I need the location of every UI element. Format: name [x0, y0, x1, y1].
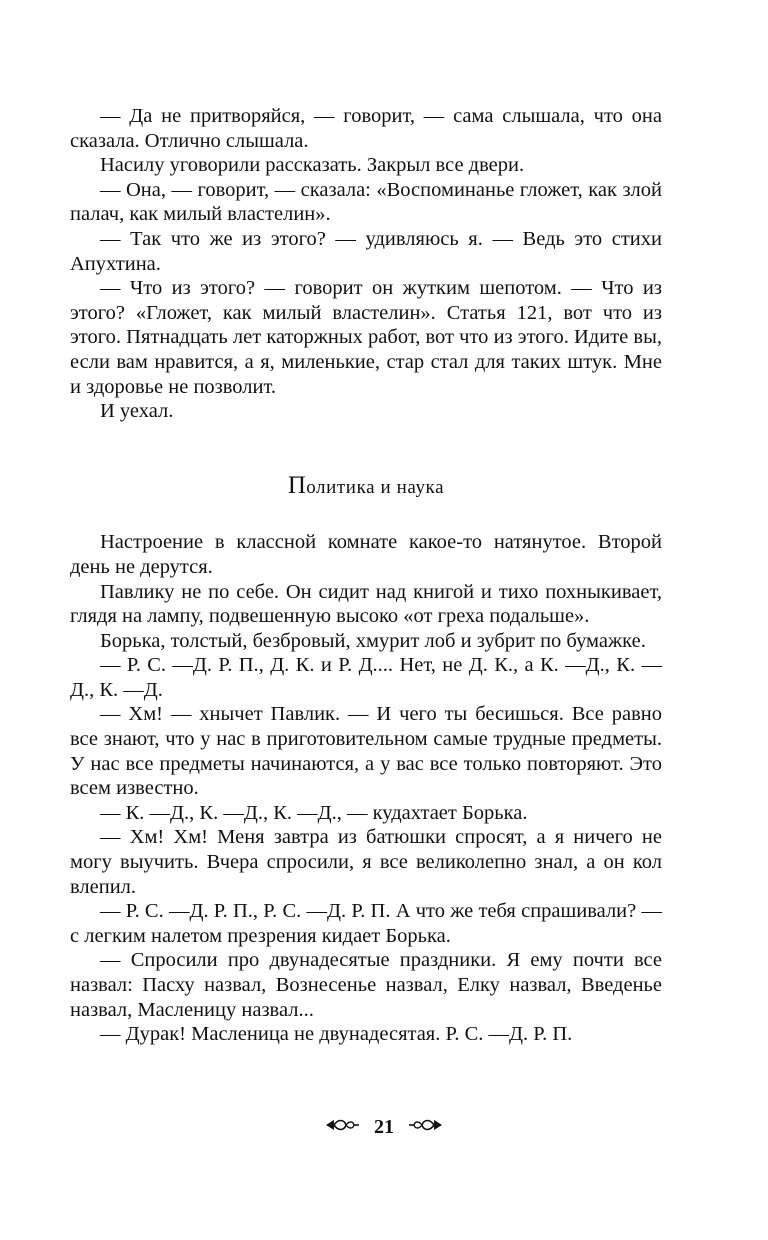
- paragraph: — Р. С. —Д. Р. П., Д. К. и Р. Д.... Нет, не Д. К., а К. —Д., К. —Д., К. —Д.: [70, 654, 662, 701]
- page-body: [70, 104, 662, 1047]
- section-title-rest: олитика и наука: [306, 476, 445, 498]
- paragraph: — Спросили про двунадесятые праздники. Я ему почти все назвал: Пасху назвал, Вознесенье назвал, Елку назвал, Введенье назвал, Масленицу назвал...: [70, 949, 662, 1021]
- page-folio: [0, 1115, 768, 1139]
- paragraph: — Дурак! Масленица не двунадесятая. Р. С. —Д. Р. П.: [100, 1023, 573, 1046]
- paragraph: — К. —Д., К. —Д., К. —Д., — кудахтает Борька.: [100, 801, 528, 824]
- paragraph: — Хм! — хнычет Павлик. — И чего ты бесишься. Все равно все знают, что у нас в приготовительном самые трудные предметы. У нас все предметы начинаются, а у вас все только повторяют. Это всем известно.: [70, 703, 662, 800]
- paragraph: И уехал.: [100, 400, 174, 423]
- ornament-right-icon: [408, 1116, 444, 1139]
- paragraph: — Что из этого? — говорит он жутким шепотом. — Что из этого? «Гложет, как милый властелин». Статья 121, вот что из этого. Пятнадцать лет каторжных работ, вот что из этого. Идите вы, если вам нравится, а я, миленькие, стар стал для таких штук. Мне и здоровье не позволит.: [70, 277, 662, 398]
- paragraph: — Она, — говорит, — сказала: «Воспоминанье гложет, как злой палач, как милый властелин».: [70, 178, 662, 226]
- paragraph: Насилу уговорили рассказать. Закрыл все двери.: [100, 154, 525, 177]
- paragraph: — Р. С. —Д. Р. П., Р. С. —Д. Р. П. А что же тебя спрашивали? — с легким налетом презрения кидает Борька.: [70, 900, 662, 947]
- page-number: 21: [374, 1115, 394, 1138]
- paragraph: Настроение в классной комнате какое-то натянутое. Второй день не дерутся.: [70, 531, 662, 578]
- paragraph: — Да не притворяйся, — говорит, — сама слышала, что она сказала. Отлично слышала.: [70, 105, 662, 152]
- section-title-cap: П: [287, 471, 307, 499]
- section-title: [70, 471, 662, 501]
- paragraph: Павлику не по себе. Он сидит над книгой и тихо похныкивает, глядя на лампу, подвешенную высоко «от греха подальше».: [70, 580, 662, 628]
- paragraph: — Так что же из этого? — удивляюсь я. — Ведь это стихи Апухтина.: [70, 227, 662, 275]
- ornament-left-icon: [324, 1116, 360, 1139]
- paragraph: Борька, толстый, безбровый, хмурит лоб и зубрит по бумажке.: [100, 629, 646, 652]
- paragraph: — Хм! Хм! Меня завтра из батюшки спросят, а я ничего не могу выучить. Вчера спросили, я все великолепно знал, а он кол влепил.: [70, 826, 662, 898]
